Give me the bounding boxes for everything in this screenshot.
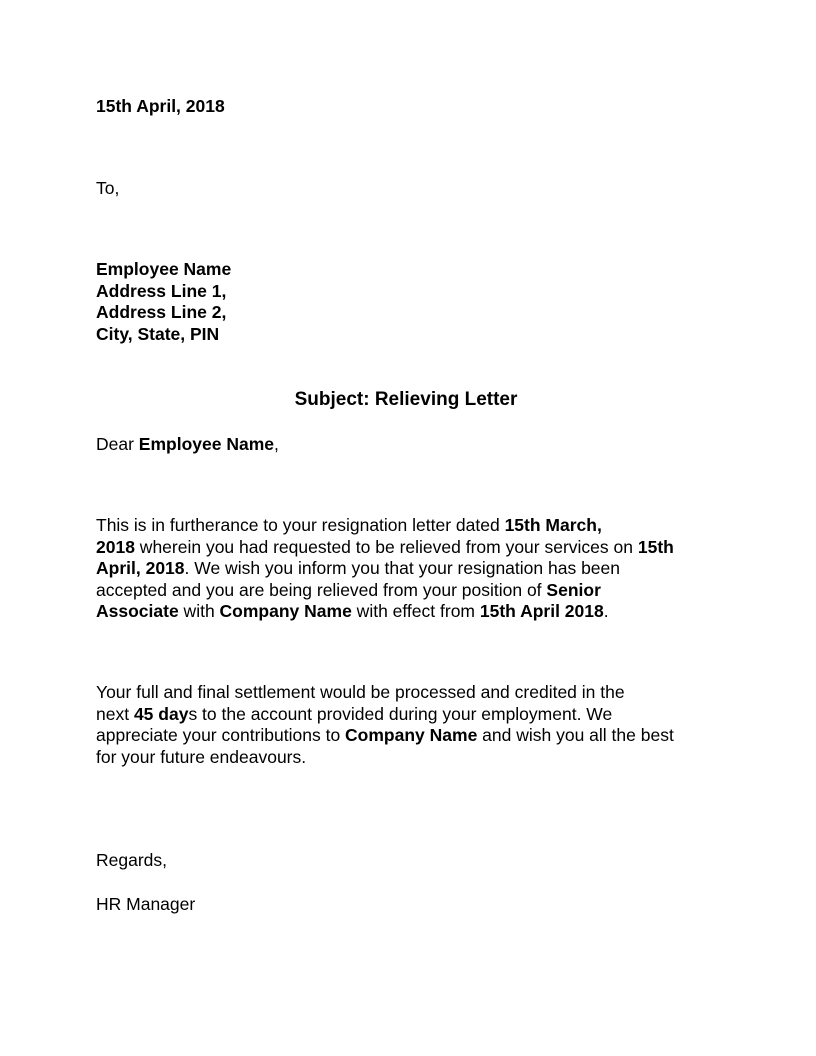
salutation-prefix: Dear	[96, 434, 139, 454]
position-title: Associate	[96, 601, 179, 621]
resignation-date: 15th March,	[504, 515, 602, 535]
paragraph-2-line	[96, 747, 674, 769]
text-run: This is in furtherance to your resignation letter dated	[96, 515, 505, 535]
position-title: Senior	[546, 579, 601, 600]
recipient-name: Employee Name	[96, 259, 232, 279]
recipient-address	[96, 259, 231, 345]
text-run: with	[178, 601, 220, 621]
text-run: for your future endeavours.	[96, 746, 307, 767]
letter-date: 15th April, 2018	[96, 96, 225, 116]
paragraph-1	[96, 515, 674, 623]
paragraph-2-line	[96, 725, 674, 747]
text-run: accepted and you are being relieved from your position of	[96, 579, 547, 600]
paragraph-2	[96, 682, 674, 768]
text-run: .	[603, 601, 609, 621]
text-run: s to the account provided during your employment. We	[188, 703, 613, 724]
closing: Regards,	[96, 850, 168, 870]
paragraph-2-line	[96, 682, 674, 704]
text-run: and wish you all the best	[477, 725, 674, 745]
company-name: Company Name	[345, 725, 478, 745]
paragraph-2-line	[96, 704, 674, 726]
salutation	[96, 434, 279, 456]
address-line-1: Address Line 1,	[96, 280, 227, 301]
relieving-date-part: 15th	[637, 536, 674, 557]
signer-title: HR Manager	[96, 894, 196, 914]
text-run: appreciate your contributions to	[96, 725, 346, 745]
salutation-name: Employee Name	[138, 434, 274, 454]
paragraph-1-line	[96, 601, 674, 623]
letter-subject: Subject: Relieving Letter	[294, 389, 518, 410]
paragraph-1-line	[96, 537, 674, 559]
text-run: with effect from	[351, 601, 480, 621]
resignation-year: 2018	[96, 536, 135, 557]
text-run: next	[96, 703, 134, 724]
effective-date: 15th April 2018	[479, 601, 604, 621]
text-run: wherein you had requested to be relieved from your services on	[134, 536, 638, 557]
text-run: Your full and final settlement would be processed and credited in the	[96, 682, 625, 702]
recipient-to-label: To,	[96, 178, 120, 198]
salutation-suffix: ,	[274, 434, 279, 454]
text-run: . We wish you inform you that your resignation has been	[184, 558, 620, 578]
settlement-days: 45 day	[133, 703, 189, 724]
paragraph-1-line	[96, 515, 674, 537]
relieving-date-part: April, 2018	[96, 558, 185, 578]
paragraph-1-line	[96, 580, 674, 602]
address-line-2: Address Line 2,	[96, 302, 227, 322]
company-name: Company Name	[219, 601, 352, 621]
address-city: City, State, PIN	[96, 323, 220, 344]
paragraph-1-line	[96, 558, 674, 580]
